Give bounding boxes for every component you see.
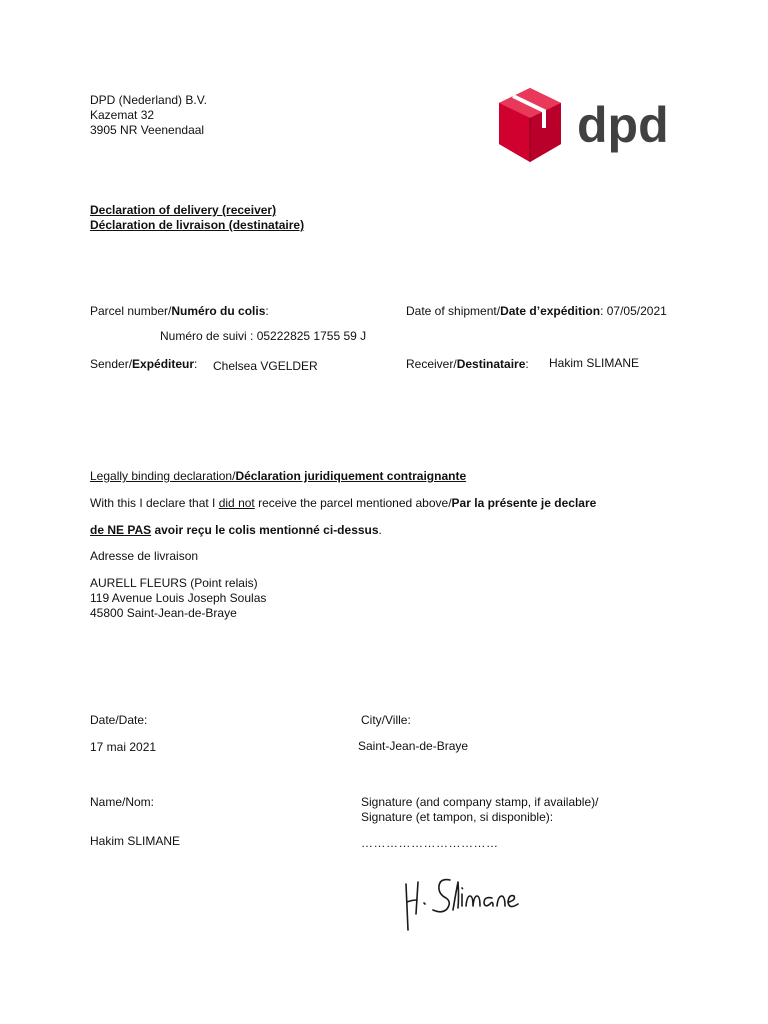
signature-label: Signature (and company stamp, if available)/ Signature (et tampon, si disponible): [361, 795, 599, 824]
company-address [90, 93, 207, 138]
receiver-label: Receiver/Destinataire: [406, 357, 529, 371]
dpd-logo [497, 86, 672, 168]
dpd-logo-text: dpd [577, 97, 669, 153]
tracking-number: Numéro de suivi : 05222825 1755 59 J [160, 329, 367, 343]
company-street: Kazemat 32 [90, 108, 155, 122]
delivery-line3: 45800 Saint-Jean-de-Braye [90, 606, 237, 620]
date-value: 17 mai 2021 [90, 740, 157, 754]
did-not-text: did not [218, 496, 255, 510]
name-label: Name/Nom: [90, 795, 155, 809]
declaration-heading: Legally binding declaration/Déclaration juridiquement contraignante [90, 469, 467, 483]
delivery-address [90, 576, 266, 621]
receiver-value: Hakim SLIMANE [549, 356, 640, 370]
declaration-text-line2: de NE PAS avoir reçu le colis mentionné ci-dessus. [90, 523, 382, 537]
sender-label: Sender/Expéditeur: [90, 357, 198, 371]
handwritten-signature [398, 872, 528, 936]
date-label: Date/Date: [90, 713, 148, 727]
dpd-cube-icon [497, 86, 672, 168]
declaration-text-line1: With this I declare that I did not receive the parcel mentioned above/Par la présente je declare [90, 496, 597, 510]
parcel-number-label: Parcel number/Numéro du colis: [90, 304, 269, 318]
signature-dots: …………………………… [361, 836, 499, 850]
company-city: 3905 NR Veenendaal [90, 123, 205, 137]
delivery-address-label: Adresse de livraison [90, 549, 199, 563]
delivery-line1: AURELL FLEURS (Point relais) [90, 576, 258, 590]
city-label: City/Ville: [361, 713, 411, 727]
name-value: Hakim SLIMANE [90, 834, 181, 848]
title-en: Declaration of delivery (receiver) [90, 203, 277, 217]
signature-drawing [398, 872, 528, 936]
city-value: Saint-Jean-de-Braye [358, 739, 469, 753]
ne-pas-text: de NE PAS [90, 523, 152, 537]
company-name: DPD (Nederland) B.V. [90, 93, 207, 107]
delivery-line2: 119 Avenue Louis Joseph Soulas [90, 591, 267, 605]
shipment-date: Date of shipment/Date d’expédition: 07/05/2021 [406, 304, 667, 318]
document-title [90, 203, 304, 233]
title-fr: Déclaration de livraison (destinataire) [90, 218, 305, 232]
sender-value: Chelsea VGELDER [213, 359, 318, 373]
